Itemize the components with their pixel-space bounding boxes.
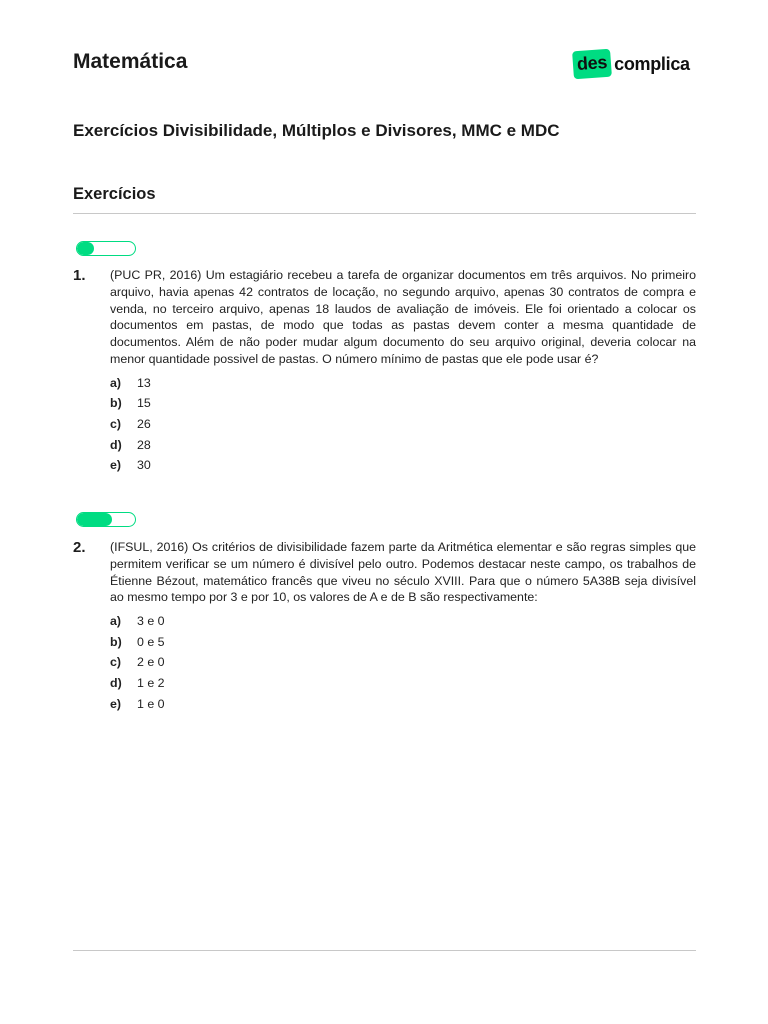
- document-title: Exercícios Divisibilidade, Múltiplos e Divisores, MMC e MDC: [73, 121, 560, 140]
- question-1: [73, 267, 696, 476]
- answer-option-c[interactable]: [110, 414, 696, 435]
- answer-option-e[interactable]: [110, 694, 696, 715]
- answer-option-b[interactable]: [110, 393, 696, 414]
- question-text: (IFSUL, 2016) Os critérios de divisibilidade fazem parte da Aritmética elementar e são regras simples que permitem verificar se um número é divisível pelo outro. Podemos destacar neste campo, os trabalhos de Étienne Bézout, matemático francês que viveu no século XVIII. Para que o número 5A38B seja divisível ao mesmo tempo por 3 e por 10, os valores de A e de B são respectivamente:: [110, 540, 696, 605]
- subject-title: Matemática: [73, 50, 188, 73]
- option-letter: c): [110, 416, 122, 431]
- option-text: 15: [137, 396, 151, 411]
- difficulty-fill: [77, 513, 112, 526]
- option-letter: b): [110, 634, 122, 649]
- logo-wordmark: complica: [614, 53, 690, 74]
- question-number: 1.: [73, 267, 86, 284]
- question-number: 2.: [73, 539, 86, 556]
- option-letter: e): [110, 458, 122, 473]
- descomplica-logo: [573, 47, 690, 81]
- answer-option-d[interactable]: [110, 435, 696, 456]
- option-text: 1 e 2: [137, 675, 165, 690]
- difficulty-indicator: [76, 512, 136, 527]
- answer-options: [110, 373, 696, 476]
- option-letter: e): [110, 696, 122, 711]
- option-letter: c): [110, 655, 122, 670]
- answer-option-c[interactable]: [110, 652, 696, 673]
- answer-option-b[interactable]: [110, 632, 696, 653]
- answer-option-e[interactable]: [110, 455, 696, 476]
- answer-option-a[interactable]: [110, 373, 696, 394]
- option-text: 28: [137, 437, 151, 452]
- section-title: Exercícios: [73, 185, 156, 203]
- option-text: 30: [137, 458, 151, 473]
- logo-badge: des: [572, 49, 612, 80]
- option-text: 26: [137, 416, 151, 431]
- option-letter: b): [110, 396, 122, 411]
- difficulty-fill: [77, 242, 94, 255]
- question-text: (PUC PR, 2016) Um estagiário recebeu a tarefa de organizar documentos em três arquivos. No primeiro arquivo, havia apenas 42 contratos de locação, no segundo arquivo, apenas 30 contratos de compra e venda, no terceiro arquivo, apenas 18 laudos de avaliação de imóveis. Ele foi orientado a colocar os documentos em pastas, de modo que todas as pastas devem conter a mesma quantidade de documentos. Além de não poder mudar algum documento do seu arquivo original, deveria colocar na menor quantidade possivel de pastas. O número mínimo de pastas que ele pode usar é?: [110, 268, 696, 366]
- option-letter: a): [110, 614, 122, 629]
- option-text: 1 e 0: [137, 696, 165, 711]
- answer-options: [110, 611, 696, 714]
- footer-divider: [73, 950, 696, 951]
- answer-option-d[interactable]: [110, 673, 696, 694]
- section-divider: [73, 213, 696, 214]
- difficulty-indicator: [76, 241, 136, 256]
- option-text: 13: [137, 375, 151, 390]
- option-text: 2 e 0: [137, 655, 165, 670]
- option-letter: d): [110, 675, 122, 690]
- answer-option-a[interactable]: [110, 611, 696, 632]
- option-text: 3 e 0: [137, 614, 165, 629]
- option-text: 0 e 5: [137, 634, 165, 649]
- option-letter: d): [110, 437, 122, 452]
- question-2: [73, 539, 696, 714]
- option-letter: a): [110, 375, 122, 390]
